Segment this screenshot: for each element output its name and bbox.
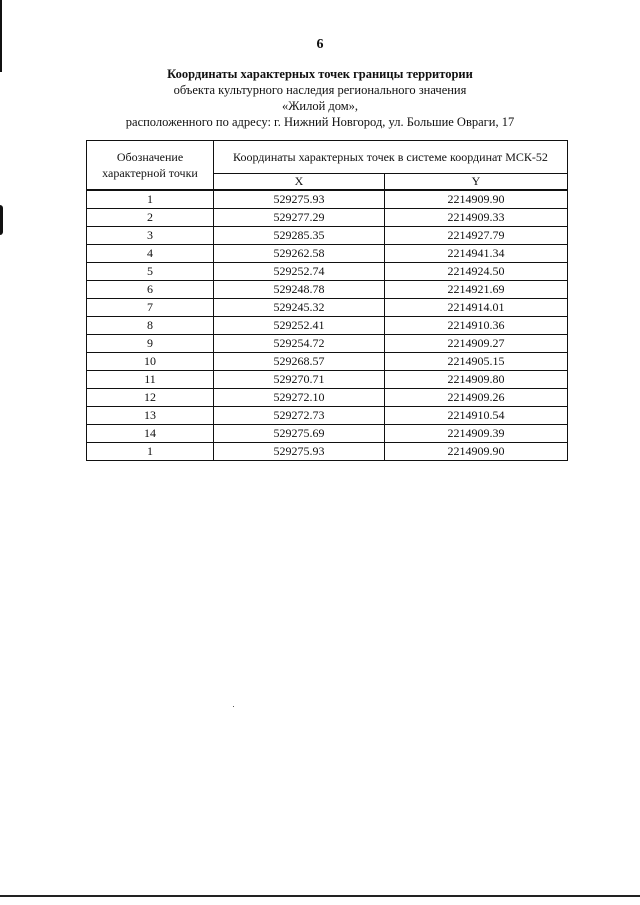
point-cell: 12 [87,389,214,407]
column-header-y: Y [385,174,568,191]
x-cell: 529277.29 [214,209,385,227]
x-cell: 529275.93 [214,190,385,209]
column-header-x: X [214,174,385,191]
table-row [87,425,568,443]
table-row [87,335,568,353]
heading-line-3: «Жилой дом», [281,99,359,113]
y-cell: 2214914.01 [385,299,568,317]
coordinates-table [86,140,568,461]
y-cell: 2214909.33 [385,209,568,227]
point-cell: 14 [87,425,214,443]
point-cell: 10 [87,353,214,371]
point-cell: 3 [87,227,214,245]
table-row [87,227,568,245]
heading-line-1: Координаты характерных точек границы территории [167,67,473,81]
x-cell: 529272.10 [214,389,385,407]
table-row [87,263,568,281]
y-cell: 2214921.69 [385,281,568,299]
x-cell: 529272.73 [214,407,385,425]
point-cell: 9 [87,335,214,353]
table-row [87,443,568,461]
heading-line-4: расположенного по адресу: г. Нижний Новгород, ул. Большие Овраги, 17 [125,115,515,129]
y-cell: 2214909.27 [385,335,568,353]
margin-mark-middle [0,205,3,235]
page-number: 6 [316,37,324,52]
y-cell: 2214910.36 [385,317,568,335]
bottom-edge-line [0,895,640,897]
point-cell: 2 [87,209,214,227]
y-cell: 2214909.90 [385,443,568,461]
stray-mark [233,706,234,707]
x-cell: 529285.35 [214,227,385,245]
table-row [87,299,568,317]
document-heading [0,66,640,130]
y-cell: 2214909.80 [385,371,568,389]
point-cell: 8 [87,317,214,335]
y-cell: 2214905.15 [385,353,568,371]
heading-line-2: объекта культурного наследия регионального значения [173,83,467,97]
column-header-point: Обозначение характерной точки [87,141,214,191]
table-row [87,371,568,389]
x-cell: 529270.71 [214,371,385,389]
point-cell: 7 [87,299,214,317]
x-cell: 529268.57 [214,353,385,371]
y-cell: 2214909.26 [385,389,568,407]
margin-mark-top [0,0,2,72]
point-cell: 1 [87,443,214,461]
y-cell: 2214927.79 [385,227,568,245]
column-header-coordinates: Координаты характерных точек в системе координат МСК-52 [214,141,568,174]
point-cell: 13 [87,407,214,425]
table-row [87,317,568,335]
table-row [87,190,568,209]
x-cell: 529254.72 [214,335,385,353]
y-cell: 2214909.39 [385,425,568,443]
point-cell: 5 [87,263,214,281]
x-cell: 529252.74 [214,263,385,281]
x-cell: 529275.93 [214,443,385,461]
x-cell: 529275.69 [214,425,385,443]
y-cell: 2214924.50 [385,263,568,281]
point-cell: 6 [87,281,214,299]
y-cell: 2214909.90 [385,190,568,209]
point-cell: 11 [87,371,214,389]
table-row [87,281,568,299]
point-cell: 1 [87,190,214,209]
point-cell: 4 [87,245,214,263]
x-cell: 529245.32 [214,299,385,317]
table-row [87,407,568,425]
x-cell: 529252.41 [214,317,385,335]
table-row [87,353,568,371]
table-row [87,245,568,263]
y-cell: 2214910.54 [385,407,568,425]
table-row [87,209,568,227]
y-cell: 2214941.34 [385,245,568,263]
x-cell: 529248.78 [214,281,385,299]
table-row [87,389,568,407]
table-body [87,190,568,461]
x-cell: 529262.58 [214,245,385,263]
